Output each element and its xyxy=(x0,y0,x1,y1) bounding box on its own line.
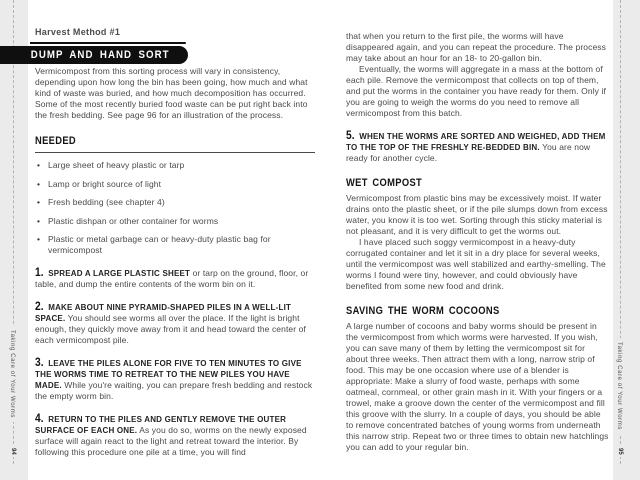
banner-title: DUMP AND HAND SORT xyxy=(30,49,170,61)
section-paragraph: A large number of cocoons and baby worms should be present in the vermicompost from which worms were harvested. If you wish, you can save many of them by letting the vermicompost sit for about three weeks. Then attract them with a long, narrow strip of food. This may be one occasion where use of a blender is appropriate: Make a slurry of food waste, perhaps with some oatmeal, cornmeal, or other grain mash in it. With your fingers or a trowel, make a groove down the center of the vermicompost and fill this groove with the slurry. In a couple of days, you should be able to remove concentrated batches of young worms from underneath this narrow strip. Repeat two or three times to obtain new hatchlings you can add to your regular bin. xyxy=(346,321,609,452)
intro-paragraph: Vermicompost from this sorting process will vary in consistency, depending upon how long the bin has been going, how much and what kind of waste was buried, and how much decomposition has occurred. Some of the most recently buried food waste can be put right back into the fresh bedding. See page 96 for an illustration of the process. xyxy=(35,66,308,120)
list-item xyxy=(35,179,315,190)
list-item xyxy=(35,197,315,208)
step-number: 1. xyxy=(35,265,44,279)
step-4 xyxy=(35,413,315,458)
page-number-left: 94 xyxy=(10,448,16,455)
left-page-margin xyxy=(0,0,28,480)
kicker-heading: Harvest Method #1 xyxy=(35,27,121,37)
step-lead: SPREAD A LARGE PLASTIC SHEET xyxy=(48,269,191,278)
list-item-text: Plastic dishpan or other container for worms xyxy=(48,215,219,226)
step-text: You are now ready for another cycle. xyxy=(346,142,591,163)
list-item-text: Fresh bedding (see chapter 4) xyxy=(48,197,165,207)
step-number: 3. xyxy=(35,355,44,369)
running-head-right: Taking Care of Your Worms xyxy=(615,338,623,434)
list-item-text: Large sheet of heavy plastic or tarp xyxy=(48,160,185,170)
step-lead: RETURN TO THE PILES AND GENTLY REMOVE THE OUTER SURFACE OF EACH ONE. xyxy=(35,415,287,435)
step-5 xyxy=(346,130,609,164)
right-page-content xyxy=(346,0,609,453)
bullet-icon: • xyxy=(37,234,41,244)
section-paragraph: Vermicompost from plastic bins may be excessively moist. If water drains onto the plastic sheet, or if the pile slumps down from excess water, you know it is too wet. Sorting through this sticky material is not pleasant, and it is very difficult to get the worms out. xyxy=(346,193,608,236)
list-item-text: Plastic or metal garbage can or heavy-duty plastic bag for vermicompost xyxy=(48,234,271,255)
step-3 xyxy=(35,357,315,402)
step-text: You should see worms all over the place. If the light is bright enough, they quickly move away from it and head toward the center of each vermicompost pile. xyxy=(35,313,306,345)
needed-list xyxy=(35,160,315,256)
running-head-left: Taking Care of Your Worms xyxy=(8,326,16,422)
section-banner xyxy=(0,46,188,64)
step-number: 2. xyxy=(35,299,44,313)
section-heading-row xyxy=(346,301,609,319)
needed-heading: NEEDED xyxy=(35,135,77,147)
step-text: While you're waiting, you can prepare fresh bedding and restock the empty worm bin. xyxy=(35,380,313,401)
banner-accent-line xyxy=(30,42,186,44)
list-item xyxy=(35,216,315,227)
step-2 xyxy=(35,301,315,346)
needed-heading-row xyxy=(35,131,315,153)
page-number-right: 95 xyxy=(617,448,623,455)
right-page-margin xyxy=(613,0,640,480)
section-heading-row xyxy=(346,173,609,191)
section-heading-saving-cocoons: SAVING THE WORM COCOONS xyxy=(346,305,500,317)
bullet-icon: • xyxy=(37,215,41,226)
bullet-icon: • xyxy=(37,160,41,170)
section-paragraph: I have placed such soggy vermicompost in a heavy-duty corrugated container and let it sit in a dry place for several weeks, until the vermicompost was well stabilized and earthy-smelling. The worms I found were tiny, however, and could obviously have benefited from some new food and drink. xyxy=(346,237,606,291)
step-text: As you do so, worms on the newly exposed surface will again react to the light and retreat toward the interior. By following this procedure one pile at a time, you will find xyxy=(35,425,307,457)
bullet-icon: • xyxy=(37,178,41,189)
continuation-paragraph: Eventually, the worms will aggregate in a mass at the bottom of each pile. Remove the vermicompost that collects on top of them, and put the worms in the container you have ready for them. Only if you are going to weigh the worms do you need to remove all vermicompost from this batch. xyxy=(346,64,606,118)
continuation-paragraph: that when you return to the first pile, the worms will have disappeared again, and you can repeat the procedure. The process may take about an hour for an 18- to 20-gallon bin. xyxy=(346,31,607,63)
bullet-icon: • xyxy=(37,197,41,207)
step-lead: MAKE ABOUT NINE PYRAMID-SHAPED PILES IN A WELL-LIT SPACE. xyxy=(35,303,292,323)
list-item-text: Lamp or bright source of light xyxy=(48,178,162,189)
left-page-content xyxy=(35,0,315,458)
step-number: 4. xyxy=(35,411,44,425)
list-item xyxy=(35,234,315,256)
step-lead: LEAVE THE PILES ALONE FOR FIVE TO TEN MINUTES TO GIVE THE WORMS TIME TO RETREAT TO THE NEW PILES YOU HAVE MADE. xyxy=(35,359,302,390)
section-heading-wet-compost: WET COMPOST xyxy=(346,177,423,189)
step-lead: WHEN THE WORMS ARE SORTED AND WEIGHED, ADD THEM TO THE TOP OF THE FRESHLY RE-BEDDED BIN. xyxy=(346,132,606,152)
step-number: 5. xyxy=(346,128,355,142)
step-text: or tarp on the ground, floor, or table, and dump the entire contents of the worm bin on it. xyxy=(35,268,309,289)
step-1 xyxy=(35,267,315,290)
list-item xyxy=(35,160,315,171)
